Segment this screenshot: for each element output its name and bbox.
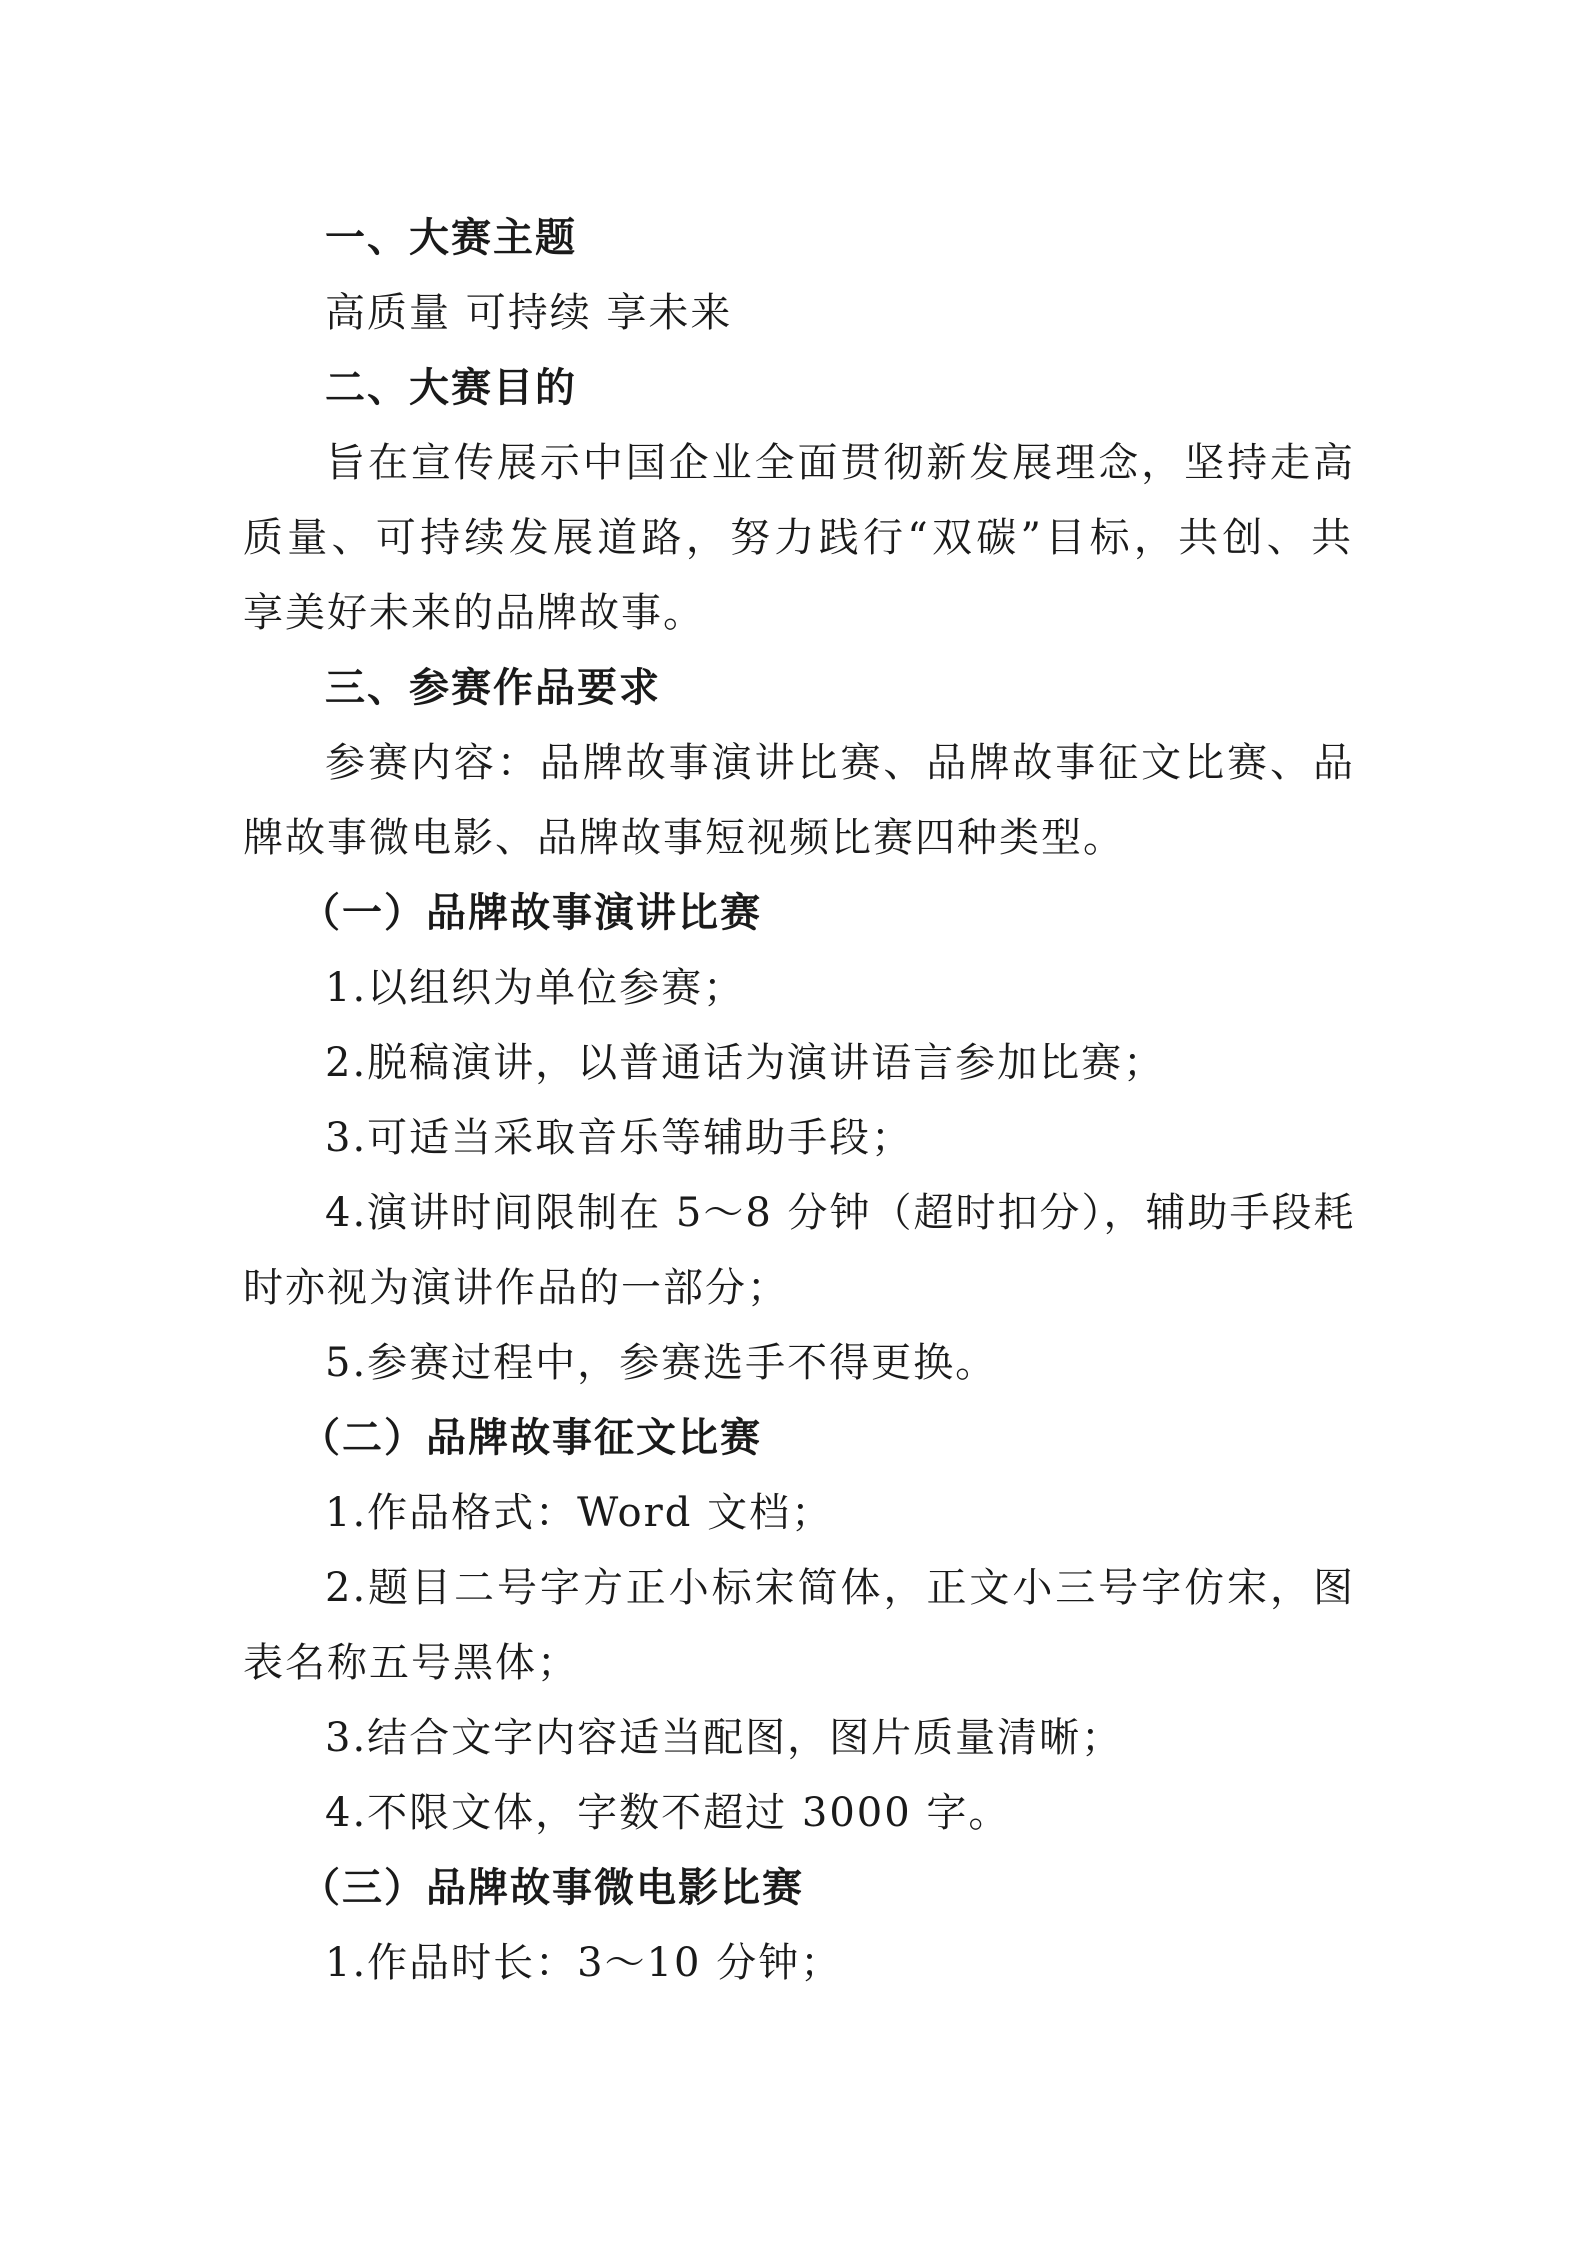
essay-item: 3.结合文字内容适当配图，图片质量清晰； <box>325 1715 1124 1761</box>
section-heading-requirements: 三、参赛作品要求 <box>325 665 661 711</box>
essay-item: 1.作品格式：Word 文档； <box>325 1490 834 1536</box>
requirements-paragraph-line: 牌故事微电影、品牌故事短视频比赛四种类型。 <box>243 815 1125 861</box>
requirements-paragraph-line: 参赛内容：品牌故事演讲比赛、品牌故事征文比赛、品 <box>325 740 1355 786</box>
subsection-heading-essay: （二）品牌故事征文比赛 <box>300 1414 762 1461</box>
speech-item: 5.参赛过程中，参赛选手不得更换。 <box>325 1340 998 1386</box>
purpose-paragraph-line: 旨在宣传展示中国企业全面贯彻新发展理念，坚持走高 <box>325 440 1355 486</box>
essay-item-continuation: 表名称五号黑体； <box>243 1640 579 1686</box>
theme-text: 高质量 可持续 享未来 <box>325 290 733 336</box>
essay-item: 2.题目二号字方正小标宋简体，正文小三号字仿宋，图 <box>325 1565 1355 1611</box>
section-heading-purpose: 二、大赛目的 <box>325 365 577 411</box>
section-heading-theme: 一、大赛主题 <box>325 215 577 261</box>
speech-item: 2.脱稿演讲，以普通话为演讲语言参加比赛； <box>325 1040 1166 1086</box>
speech-item: 1.以组织为单位参赛； <box>325 965 746 1011</box>
subsection-heading-speech: （一）品牌故事演讲比赛 <box>300 889 762 936</box>
speech-item: 3.可适当采取音乐等辅助手段； <box>325 1115 914 1161</box>
speech-item-continuation: 时亦视为演讲作品的一部分； <box>243 1265 789 1311</box>
microfilm-item: 1.作品时长：3～10 分钟； <box>325 1940 843 1986</box>
purpose-paragraph-line: 享美好未来的品牌故事。 <box>243 590 705 636</box>
purpose-paragraph-line: 质量、可持续发展道路，努力践行“双碳”目标，共创、共 <box>243 515 1353 561</box>
subsection-heading-microfilm: （三）品牌故事微电影比赛 <box>300 1864 804 1911</box>
essay-item: 4.不限文体，字数不超过 3000 字。 <box>325 1790 1011 1836</box>
speech-item: 4.演讲时间限制在 5～8 分钟（超时扣分），辅助手段耗 <box>325 1190 1356 1236</box>
